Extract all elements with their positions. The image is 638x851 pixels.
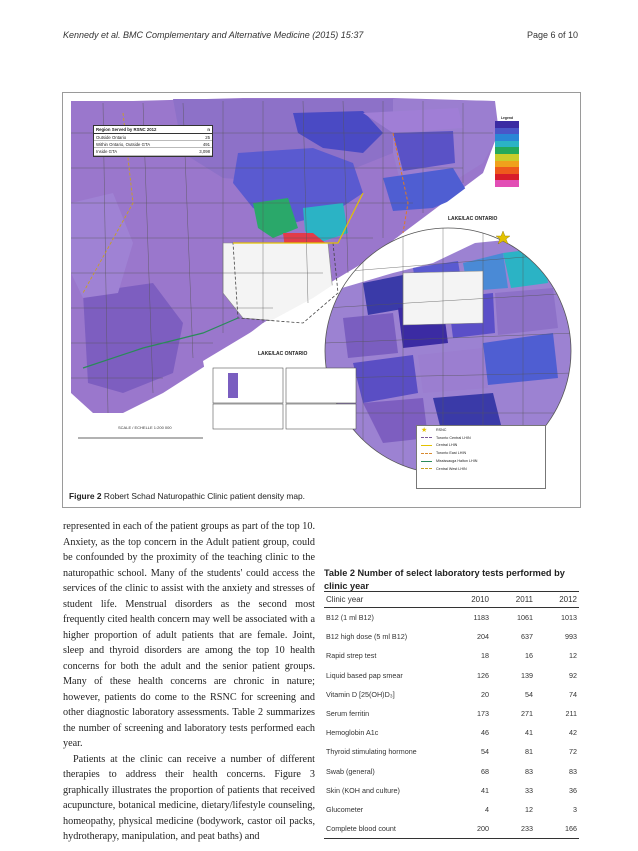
count-cell: 16: [525, 651, 533, 661]
table-row: [324, 762, 579, 781]
count-cell: 36: [569, 785, 577, 795]
lhin-legend-label: Central LHIN: [436, 443, 458, 448]
line-swatch: [421, 461, 432, 462]
legend-swatch: [495, 128, 519, 135]
table-row: [324, 646, 579, 665]
region-row: [94, 148, 212, 155]
legend-swatch: [495, 154, 519, 161]
region-count: 25: [205, 134, 210, 140]
count-cell: 68: [481, 766, 489, 776]
table-2-title: Table 2 Number of select laboratory tests performed by clinic year: [324, 568, 565, 591]
count-cell: 92: [569, 670, 577, 680]
lhin-legend-label: Mississauga Halton LHIN: [436, 459, 478, 464]
test-name-cell: Serum ferritin: [326, 709, 370, 719]
legend-swatch: [495, 167, 519, 174]
count-cell: 139: [521, 670, 533, 680]
count-cell: 12: [569, 651, 577, 661]
legend-swatches: [495, 121, 519, 187]
count-cell: 41: [525, 728, 533, 738]
count-cell: 1183: [473, 613, 489, 623]
count-cell: 54: [481, 747, 489, 757]
count-cell: 12: [525, 804, 533, 814]
table-row: [324, 704, 579, 723]
column-header: Clinic year: [324, 592, 447, 608]
region-name: Outside Ontario: [96, 134, 127, 140]
page-number: Page 6 of 10: [526, 30, 578, 40]
count-cell: 54: [525, 689, 533, 699]
count-cell: 233: [491, 819, 535, 839]
figure-caption-text: Robert Schad Naturopathic Clinic patient density map.: [103, 491, 306, 501]
count-cell: 993: [565, 632, 577, 642]
legend-swatch: [495, 161, 519, 168]
lhin-legend: [416, 425, 546, 489]
count-cell: 173: [477, 709, 489, 719]
lake-label-main: LAKE/LAC ONTARIO: [258, 351, 308, 357]
line-swatch: [421, 468, 432, 469]
count-cell: 41: [481, 785, 489, 795]
test-name-cell: Vitamin D [25(OH)D₃]: [326, 689, 395, 699]
lhin-legend-item: [417, 426, 545, 434]
inset-map-1-feature: [228, 373, 238, 398]
legend-swatch: [495, 121, 519, 128]
density-legend: [495, 116, 519, 187]
count-cell: 271: [521, 709, 533, 719]
lhin-legend-item: [417, 434, 545, 442]
test-name-cell: Liquid based pap smear: [326, 670, 403, 680]
count-cell: 3: [573, 804, 577, 814]
count-cell: 204: [477, 632, 489, 642]
line-swatch: [421, 445, 432, 446]
region-table-header: [94, 126, 212, 134]
test-name-cell: Rapid strep test: [326, 651, 377, 661]
count-cell: 4: [485, 804, 489, 814]
lhin-legend-label: Central West LHIN: [436, 466, 467, 471]
count-cell: 72: [569, 747, 577, 757]
count-cell: 637: [521, 632, 533, 642]
legend-swatch: [495, 134, 519, 141]
count-cell: 42: [569, 728, 577, 738]
count-cell: 81: [525, 747, 533, 757]
lake-label-inset: LAKE/LAC ONTARIO: [448, 216, 498, 222]
count-cell: 1013: [561, 613, 577, 623]
table-row: [324, 742, 579, 761]
paragraph: Patients at the clinic can receive a number of different therapies to address their health concerns. Figure 3 graphically illustrates the proportion of patients that received acupuncture, botanical medicine, dietary/lifestyle counseling, homeopathy, physical medicine (bodywork, castor oil packs, hydrotherapy, manipulation, and peat baths) and: [63, 753, 315, 842]
table-row: [324, 781, 579, 800]
table-row: [324, 608, 579, 628]
inset-map-1: [213, 368, 283, 403]
region-row: [94, 141, 212, 148]
table-row: [324, 666, 579, 685]
region-header: Region Served by RSNC 2012: [96, 127, 157, 132]
region-name: Inside GTA: [96, 148, 118, 154]
lhin-legend-item: [417, 442, 545, 450]
legend-swatch: [495, 180, 519, 187]
lhin-legend-label: Toronto Central LHIN: [436, 435, 471, 440]
region-count: 3,098: [199, 148, 210, 154]
count-cell: 1061: [517, 613, 533, 623]
test-name-cell: B12 (1 ml B12): [326, 613, 374, 623]
inset-map-2: [286, 368, 356, 403]
column-header: 2012: [535, 592, 579, 608]
inset-map-3: [213, 404, 283, 429]
figure-2: [62, 92, 581, 508]
table-2-body: [324, 608, 579, 839]
scale-label: SCALE / ECHELLE 1:200 000: [118, 425, 172, 430]
count-cell: 126: [477, 670, 489, 680]
figure-caption: [69, 491, 305, 501]
table-2: [324, 591, 579, 839]
lhin-legend-label: RSNC: [436, 427, 447, 432]
lhin-legend-item: [417, 457, 545, 465]
table-header-row: [324, 592, 579, 608]
n-header: n: [207, 127, 210, 132]
lhin-legend-item: [417, 449, 545, 457]
count-cell: 83: [525, 766, 533, 776]
test-name-cell: Thyroid stimulating hormone: [326, 747, 417, 757]
table-row: [324, 723, 579, 742]
count-cell: 18: [481, 651, 489, 661]
star-icon: ★: [421, 426, 428, 434]
table-row: [324, 685, 579, 704]
region-count-table: [93, 125, 213, 157]
count-cell: 46: [481, 728, 489, 738]
table-row: [324, 819, 579, 839]
running-header-citation: Kennedy et al. BMC Complementary and Alternative Medicine (2015) 15:37: [63, 30, 364, 40]
count-cell: 83: [569, 766, 577, 776]
table-row: [324, 800, 579, 819]
line-swatch: [421, 453, 432, 454]
paragraph: represented in each of the patient groups as part of the top 10. Anxiety, as the top concern in the Adult patient group, could be confounded by the proximity of the teaching clinic to the naturopathic school. Many of the students' could access the services of the clinic to assist with the anxiety and stresses of student life. Menstrual disorders as the second most frequently cited health concern may well be associated with a higher proportion of adult patients that are female. Joint, sleep and thyroid disorders are among the top 10 health concerns for both the adult and the senior patient groups. Many of these health concerns are chronic in nature; however, patients do come to the RSNC for screening and other diagnostic laboratory assessments. Table 2 summarizes the number of screening and laboratory tests performed each year.: [63, 521, 315, 749]
legend-title: Legend: [500, 116, 514, 120]
column-header: 2010: [447, 592, 491, 608]
count-cell: 20: [481, 689, 489, 699]
legend-swatch: [495, 174, 519, 181]
test-name-cell: Complete blood count: [324, 819, 447, 839]
count-cell: 211: [565, 709, 577, 719]
region-name: Within Ontario, Outside GTA: [96, 141, 151, 147]
legend-swatch: [495, 147, 519, 154]
line-swatch: [421, 437, 432, 438]
test-name-cell: B12 high dose (5 ml B12): [326, 632, 408, 642]
lhin-legend-item: [417, 465, 545, 473]
test-name-cell: Skin (KOH and culture): [326, 785, 400, 795]
count-cell: 166: [535, 819, 579, 839]
test-name-cell: Swab (general): [326, 766, 375, 776]
count-cell: 33: [525, 785, 533, 795]
table-row: [324, 627, 579, 646]
column-header: 2011: [491, 592, 535, 608]
lhin-legend-label: Toronto East LHIN: [436, 451, 467, 456]
count-cell: 200: [447, 819, 491, 839]
test-name-cell: Hemoglobin A1c: [326, 728, 379, 738]
count-cell: 74: [569, 689, 577, 699]
body-text-column: [63, 519, 315, 845]
figure-caption-label: Figure 2: [69, 491, 102, 501]
region-count: 491: [202, 141, 210, 147]
inset-map-4: [286, 404, 356, 429]
legend-swatch: [495, 141, 519, 148]
region-row: [94, 134, 212, 141]
test-name-cell: Glucometer: [326, 804, 364, 814]
